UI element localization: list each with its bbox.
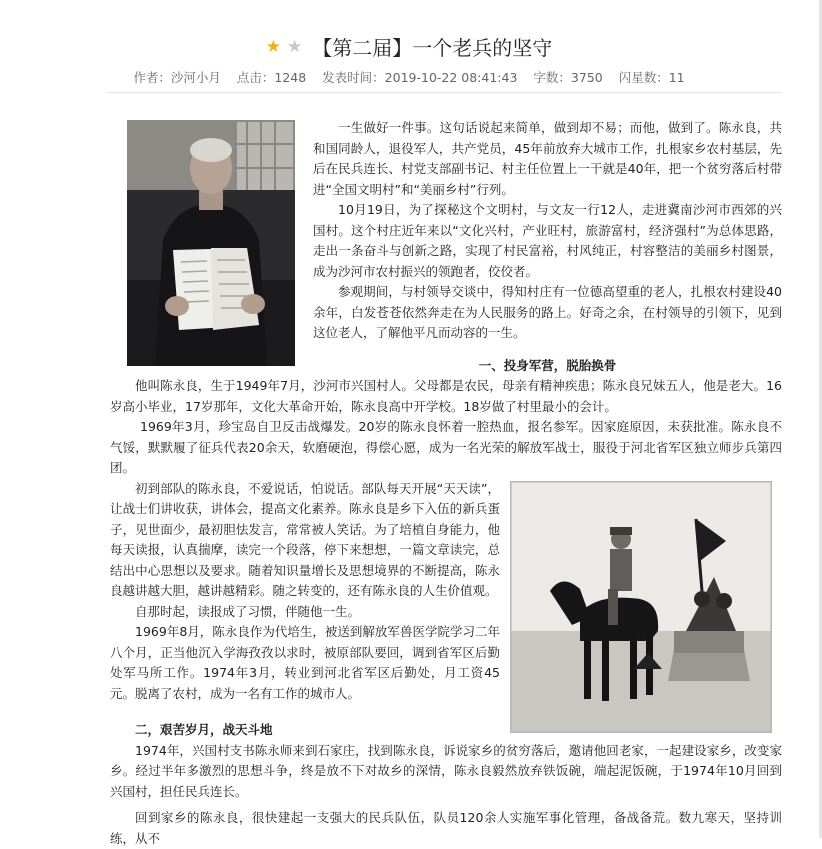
intro-paragraph-3: 参观期间，与村领导交谈中，得知村庄有一位德高望重的老人，扎根农村建设40余年，白发苍苍依然奔走在为人民服务的路上。好奇之余，在村领导的引领下，见到这位老人，了解他平凡而动容的一生。 (313, 284, 782, 340)
title-row (0, 32, 818, 61)
photo-soldier-on-horse (510, 481, 772, 733)
section1-paragraph-5: 1969年8月，陈永良作为代培生，被送到解放军兽医学院学习二年八个月，正当他沉入学海孜孜以求时，被原部队要回，调到省军区后勤处军马所工作。1974年3月，转业到河北省军区后勤处，月工资45元。脱离了农村，成为一名有工作的城市人。 (110, 624, 500, 701)
star-filled-icon[interactable]: ★ (265, 36, 281, 57)
article-title: 【第二届】一个老兵的坚守 (312, 36, 553, 60)
intro-paragraph-2: 10月19日，为了探秘这个文明村，与文友一行12人，走进冀南沙河市西郊的兴国村。这个村庄近年来以“文化兴村，产业旺村，旅游富村，经济强村”为总体思路，走出一条奋斗与创新之路，实现了村民富裕，村风纯正，村容整洁的美丽乡村图景，成为沙河市农村振兴的领跑者，佼佼者。 (313, 202, 782, 279)
section-heading-2: 二，艰苦岁月，战天斗地 (135, 722, 273, 737)
article-meta (0, 68, 818, 86)
photo-old-man-reading-newspaper (127, 120, 295, 366)
intro-paragraph-1: 一生做好一件事。这句话说起来简单，做到却不易；而他，做到了。陈永良，共和国同龄人，退役军人，共产党员，45年前放弃大城市工作，扎根家乡农村基层，先后在民兵连长、村党支部副书记、村主任位置上一干就是40年，把一个贫穷落后村带进“全国文明村”和“美丽乡村”行列。 (313, 120, 782, 197)
publish-time: 发表时间：2019-10-22 08:41:43 (322, 70, 518, 85)
section1-paragraph-4: 自那时起，读报成了习惯，伴随他一生。 (135, 603, 361, 619)
star-empty-icon[interactable]: ★ (287, 36, 303, 57)
word-count: 字数：3750 (533, 70, 603, 85)
flash-star-count: 闪星数：11 (618, 70, 685, 85)
section2-paragraph-2: 回到家乡的陈永良，很快建起一支强大的民兵队伍，队员120余人实施军事化管理，备战备荒。数九寒天，坚持训练，从不 (110, 810, 782, 846)
article-body (110, 118, 782, 849)
section1-paragraph-2: 1969年3月，珍宝岛自卫反击战爆发。20岁的陈永良怀着一腔热血，报名参军。因家庭原因，未获批准。陈永良不气馁，默默履了征兵代表20余天，软磨硬泡，得偿心愿，成为一名光荣的解放军战士，服役于河北省军区独立师步兵第四团。 (110, 419, 782, 475)
section1-paragraph-3: 初到部队的陈永良，不爱说话，怕说话。部队每天开展“天天读”，让战士们讲收获，讲体会，提高文化素养。陈永良是乡下入伍的新兵蛋子，见世面少，最初胆怯发言，常常被人笑话。为了培植自身能力，他每天读报，认真揣摩，读完一个段落，停下来想想，一篇文章读完，总结出中心思想以及要求。随着知识量增长及思想境界的不断提高，陈永良越讲越大胆，越讲越精彩。随之转变的，还有陈永良的人生价值观。 (110, 480, 500, 598)
section-heading-1: 一、投身军营，脱胎换骨 (478, 357, 617, 373)
header-divider (108, 92, 782, 93)
view-count: 点击：1248 (236, 70, 307, 85)
section1-paragraph-1: 他叫陈永良，生于1949年7月，沙河市兴国村人。父母都是农民，母亲有精神疾患；陈永良兄妹五人，他是老大。16岁高小毕业，17岁那年，文化大革命开始，陈永良高中开学校。18岁做了村里最小的会计。 (110, 378, 782, 414)
author-info: 作者：沙河小月 (133, 70, 221, 85)
section2-paragraph-1: 1974年，兴国村支书陈永师来到石家庄，找到陈永良，诉说家乡的贫穷落后，邀请他回老家，一起建设家乡，改变家乡。经过半年多激烈的思想斗争，终是放不下对故乡的深情，陈永良毅然放弃铁饭碗，端起泥饭碗，于1974年10月回到兴国村，担任民兵连长。 (110, 742, 782, 799)
